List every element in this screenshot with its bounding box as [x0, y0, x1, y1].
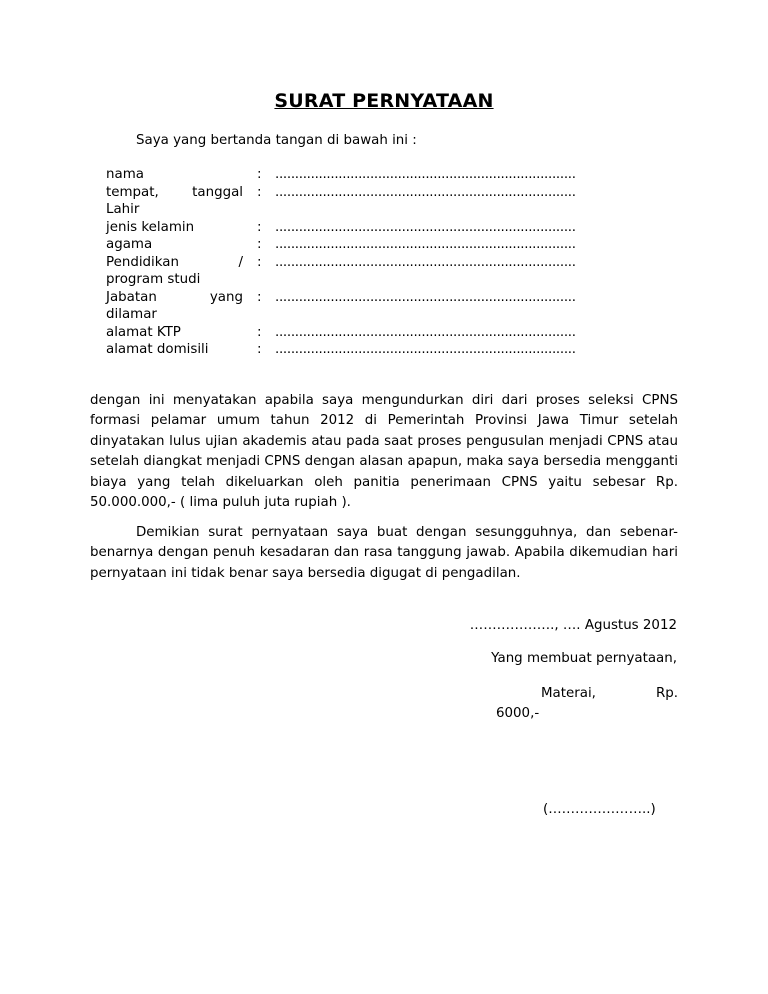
field-label: alamat domisili	[106, 342, 209, 357]
field-colon: :	[257, 167, 262, 182]
field-jabatan	[106, 289, 646, 324]
field-blank: ............................................................................	[275, 324, 576, 340]
field-colon: :	[257, 184, 262, 200]
materai-word: Materai,	[541, 686, 596, 701]
field-colon: :	[257, 324, 262, 340]
field-agama	[106, 236, 646, 254]
field-label: alamat KTP	[106, 324, 181, 340]
field-colon: :	[257, 289, 262, 305]
field-pendidikan	[106, 254, 646, 289]
field-label: Pendidikan / program studi	[106, 254, 243, 287]
closing-paragraph: Demikian surat pernyataan saya buat dengan sesungguhnya, dan sebenar-benarnya dengan penuh kesadaran dan rasa tanggung jawab. Apabila dikemudian hari pernyataan ini tidak benar saya bersedia digugat di pengadilan.	[90, 525, 678, 581]
date-line: ………………., …. Agustus 2012	[469, 618, 677, 633]
field-alamat-domisili	[106, 341, 646, 359]
field-label: nama	[106, 167, 144, 182]
field-label: tempat, tanggal Lahir	[106, 184, 243, 217]
field-blank: ............................................................................	[275, 254, 576, 270]
field-label: Jabatan yang dilamar	[106, 289, 243, 322]
signature-line: (…………………..)	[543, 802, 656, 817]
field-label: agama	[106, 237, 153, 252]
field-colon: :	[257, 219, 262, 235]
materai-rp: Rp.	[655, 686, 678, 701]
field-label: jenis kelamin	[106, 219, 195, 235]
field-blank: ............................................................................	[275, 219, 576, 235]
field-tempat-tanggal-lahir	[106, 184, 646, 219]
field-colon: :	[257, 342, 262, 357]
intro-text: Saya yang bertanda tangan di bawah ini :	[136, 133, 417, 148]
field-nama	[106, 166, 646, 184]
statement-paragraph: dengan ini menyatakan apabila saya mengundurkan diri dari proses seleksi CPNS formasi pelamar umum tahun 2012 di Pemerintah Provinsi Jawa Timur setelah dinyatakan lulus ujian akademis atau pada saat proses pengusulan menjadi CPNS atau setelah diangkat menjadi CPNS dengan alasan apapun, maka saya bersedia mengganti biaya yang telah dikeluarkan oleh panitia penerimaan CPNS yaitu sebesar Rp. 50.000.000,- ( lima puluh juta rupiah ).	[90, 393, 678, 511]
field-alamat-ktp	[106, 324, 646, 342]
materai-amount: 6000,-	[496, 706, 540, 722]
identity-fields	[106, 166, 646, 359]
signatory-heading: Yang membuat pernyataan,	[491, 651, 677, 666]
field-blank: ............................................................................	[275, 184, 576, 200]
field-blank: ............................................................................	[275, 167, 576, 182]
document-title: SURAT PERNYATAAN	[274, 90, 494, 112]
field-blank: ............................................................................	[275, 289, 576, 305]
stamp-duty-note	[496, 684, 678, 725]
field-blank: ............................................................................	[275, 342, 576, 357]
field-blank: ............................................................................	[275, 237, 576, 252]
field-colon: :	[257, 254, 262, 270]
field-colon: :	[257, 237, 262, 252]
field-jenis-kelamin	[106, 219, 646, 237]
